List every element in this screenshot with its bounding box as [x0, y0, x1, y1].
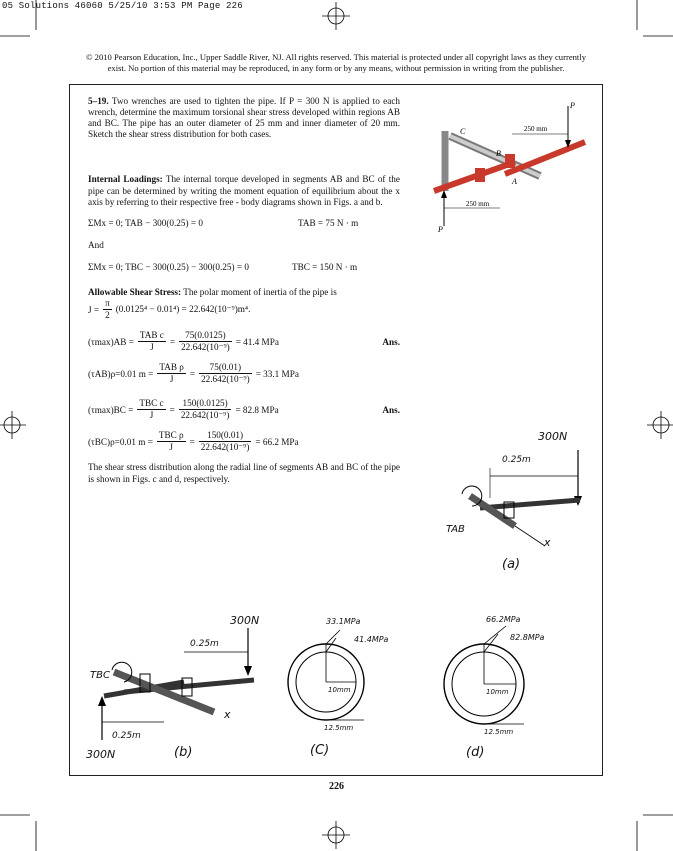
figure-c-stress-distribution — [280, 612, 410, 764]
fig-a-axis-label: x — [544, 536, 551, 549]
result-substitution-num: 150(0.01) — [199, 430, 252, 442]
fig-b-dim-top-label: 0.25m — [190, 639, 219, 649]
polar-moment-equation — [88, 298, 250, 321]
figure-d-stress-distribution — [426, 612, 566, 764]
conclusion-text: The shear stress distribution along the radial line of segments AB and BC of the pipe is shown in Figs. c and d, respectively. — [88, 462, 400, 484]
problem-text: Two wrenches are used to tighten the pipe. If P = 300 N is applied to each wrench, determine the maximum torsional shear stress developed within regions AB and BC. The pipe has an outer diameter of 25 mm and inner diameter of 20 mm. Sketch the shear stress distribution for both cases. — [88, 96, 400, 139]
internal-loadings-text: The internal torque developed in segments AB and BC of the pipe can be determined by writing the moment equation of equilibrium about the x axis by referring to their respective free - body diagrams shown in Figs. a and b. — [88, 174, 400, 207]
print-slug: 05 Solutions 46060 5/25/10 3:53 PM Page 226 — [2, 1, 243, 11]
fig-b-force-top-label: 300N — [230, 614, 260, 627]
copyright-line-2: exist. No portion of this material may be reproduced, in any form or by any means, without permission in writing from the publisher. — [107, 63, 565, 73]
label-a: A — [512, 177, 517, 186]
result-substitution — [179, 330, 232, 353]
stress-result-row — [88, 330, 400, 353]
result-substitution-den: 22.642(10⁻⁹) — [200, 442, 250, 452]
equals-sign: = — [169, 404, 175, 415]
stress-result-row — [88, 362, 400, 385]
and-text: And — [88, 240, 104, 250]
result-lhs: (τAB)ρ=0.01 m = — [88, 368, 154, 379]
problem-statement — [88, 96, 400, 140]
result-lhs: (τmax)BC = — [88, 404, 134, 415]
fig-d-r-inner: 10mm — [486, 688, 509, 696]
dim-250mm-bottom: 250 mm — [466, 200, 490, 208]
answer-marker: Ans. — [382, 336, 400, 347]
main-figure-wrenches — [420, 96, 595, 236]
fig-a-force-label: 300N — [538, 430, 568, 443]
fig-c-stress-outer: 41.4MPa — [354, 635, 389, 644]
result-value: = 82.8 MPa — [235, 404, 279, 415]
j-two: 2 — [105, 310, 110, 320]
stress-result-row — [88, 398, 400, 421]
result-value: = 41.4 MPa — [235, 336, 279, 347]
result-formula-num: TBC ρ — [158, 430, 184, 440]
equals-sign: = — [189, 436, 195, 447]
answer-marker: Ans. — [382, 404, 400, 415]
page-number: 226 — [329, 781, 344, 792]
figure-a-free-body — [440, 428, 590, 573]
dim-250mm-top: 250 mm — [524, 125, 548, 133]
result-substitution — [199, 430, 252, 453]
result-formula-num: TAB ρ — [159, 362, 184, 372]
internal-loadings-heading: Internal Loadings: — [88, 174, 163, 184]
j-lhs: J = — [88, 304, 100, 315]
allowable-heading: Allowable Shear Stress: — [88, 287, 182, 297]
torque-bc-result: TBC = 150 N · m — [292, 262, 358, 272]
problem-number: 5–19. — [88, 96, 109, 106]
result-substitution-num: 150(0.0125) — [179, 398, 232, 410]
label-b: B — [496, 149, 501, 158]
result-formula — [137, 398, 165, 421]
result-lhs: (τmax)AB = — [88, 336, 134, 347]
result-formula-den: J — [169, 442, 173, 452]
label-p-bottom: P — [438, 225, 443, 234]
fig-b-axis-label: x — [224, 708, 231, 721]
result-lhs: (τBC)ρ=0.01 m = — [88, 436, 153, 447]
j-pi: π — [105, 298, 110, 308]
result-value: = 33.1 MPa — [255, 368, 299, 379]
equilibrium-eq-ab: ΣMx = 0; TAB − 300(0.25) = 0 — [88, 218, 203, 228]
result-formula-num: TAB c — [139, 330, 164, 340]
result-formula-den: J — [150, 342, 154, 352]
fig-a-torque-label: TAB — [446, 524, 465, 535]
allowable-shear-paragraph — [88, 287, 400, 299]
copyright-notice — [55, 52, 617, 74]
label-c: C — [460, 127, 466, 136]
fig-c-stress-inner: 33.1MPa — [326, 617, 361, 626]
equilibrium-eq-bc: ΣMx = 0; TBC − 300(0.25) − 300(0.25) = 0 — [88, 262, 249, 272]
result-formula — [138, 330, 166, 353]
fig-b-force-bottom-label: 300N — [86, 748, 116, 761]
result-substitution-den: 22.642(10⁻⁹) — [180, 410, 230, 420]
result-substitution-den: 22.642(10⁻⁹) — [181, 342, 230, 352]
result-formula-num: TBC c — [139, 398, 164, 408]
result-formula — [157, 362, 186, 385]
result-formula — [157, 430, 186, 453]
fig-c-caption: (C) — [310, 743, 330, 758]
result-formula-den: J — [169, 374, 174, 384]
result-substitution-den: 22.642(10⁻⁹) — [201, 374, 250, 384]
allowable-text: The polar moment of inertia of the pipe is — [183, 287, 337, 297]
fig-a-caption: (a) — [502, 557, 521, 572]
equals-sign: = — [189, 368, 196, 379]
fig-d-stress-outer: 82.8MPa — [510, 633, 545, 642]
result-formula-den: J — [149, 410, 154, 420]
j-body: (0.0125⁴ − 0.01⁴) = 22.642(10⁻⁹)m⁴. — [115, 304, 251, 314]
result-value: = 66.2 MPa — [255, 436, 299, 447]
stress-result-row — [88, 430, 400, 453]
fig-b-caption: (b) — [174, 745, 193, 760]
fig-b-torque-label: TBC — [90, 670, 110, 681]
fig-d-stress-inner: 66.2MPa — [486, 615, 521, 624]
result-substitution-num: 75(0.0125) — [179, 330, 232, 342]
torque-ab-result: TAB = 75 N · m — [298, 218, 359, 228]
fig-c-r-inner: 10mm — [328, 686, 351, 694]
fig-d-r-outer: 12.5mm — [484, 728, 514, 736]
fig-d-caption: (d) — [466, 745, 485, 760]
equals-sign: = — [169, 336, 176, 347]
result-substitution — [199, 362, 252, 385]
figure-b-free-body — [84, 612, 274, 764]
label-p-top: P — [570, 101, 575, 110]
copyright-line-1: © 2010 Pearson Education, Inc., Upper Saddle River, NJ. All rights reserved. This material is protected under all copyright laws as they currently — [85, 52, 587, 62]
result-substitution-num: 75(0.01) — [199, 362, 252, 374]
fig-a-dim-label: 0.25m — [502, 455, 531, 465]
fig-c-r-outer: 12.5mm — [324, 724, 354, 732]
internal-loadings-paragraph — [88, 174, 400, 209]
result-substitution — [179, 398, 232, 421]
fig-b-dim-bottom-label: 0.25m — [112, 731, 141, 741]
